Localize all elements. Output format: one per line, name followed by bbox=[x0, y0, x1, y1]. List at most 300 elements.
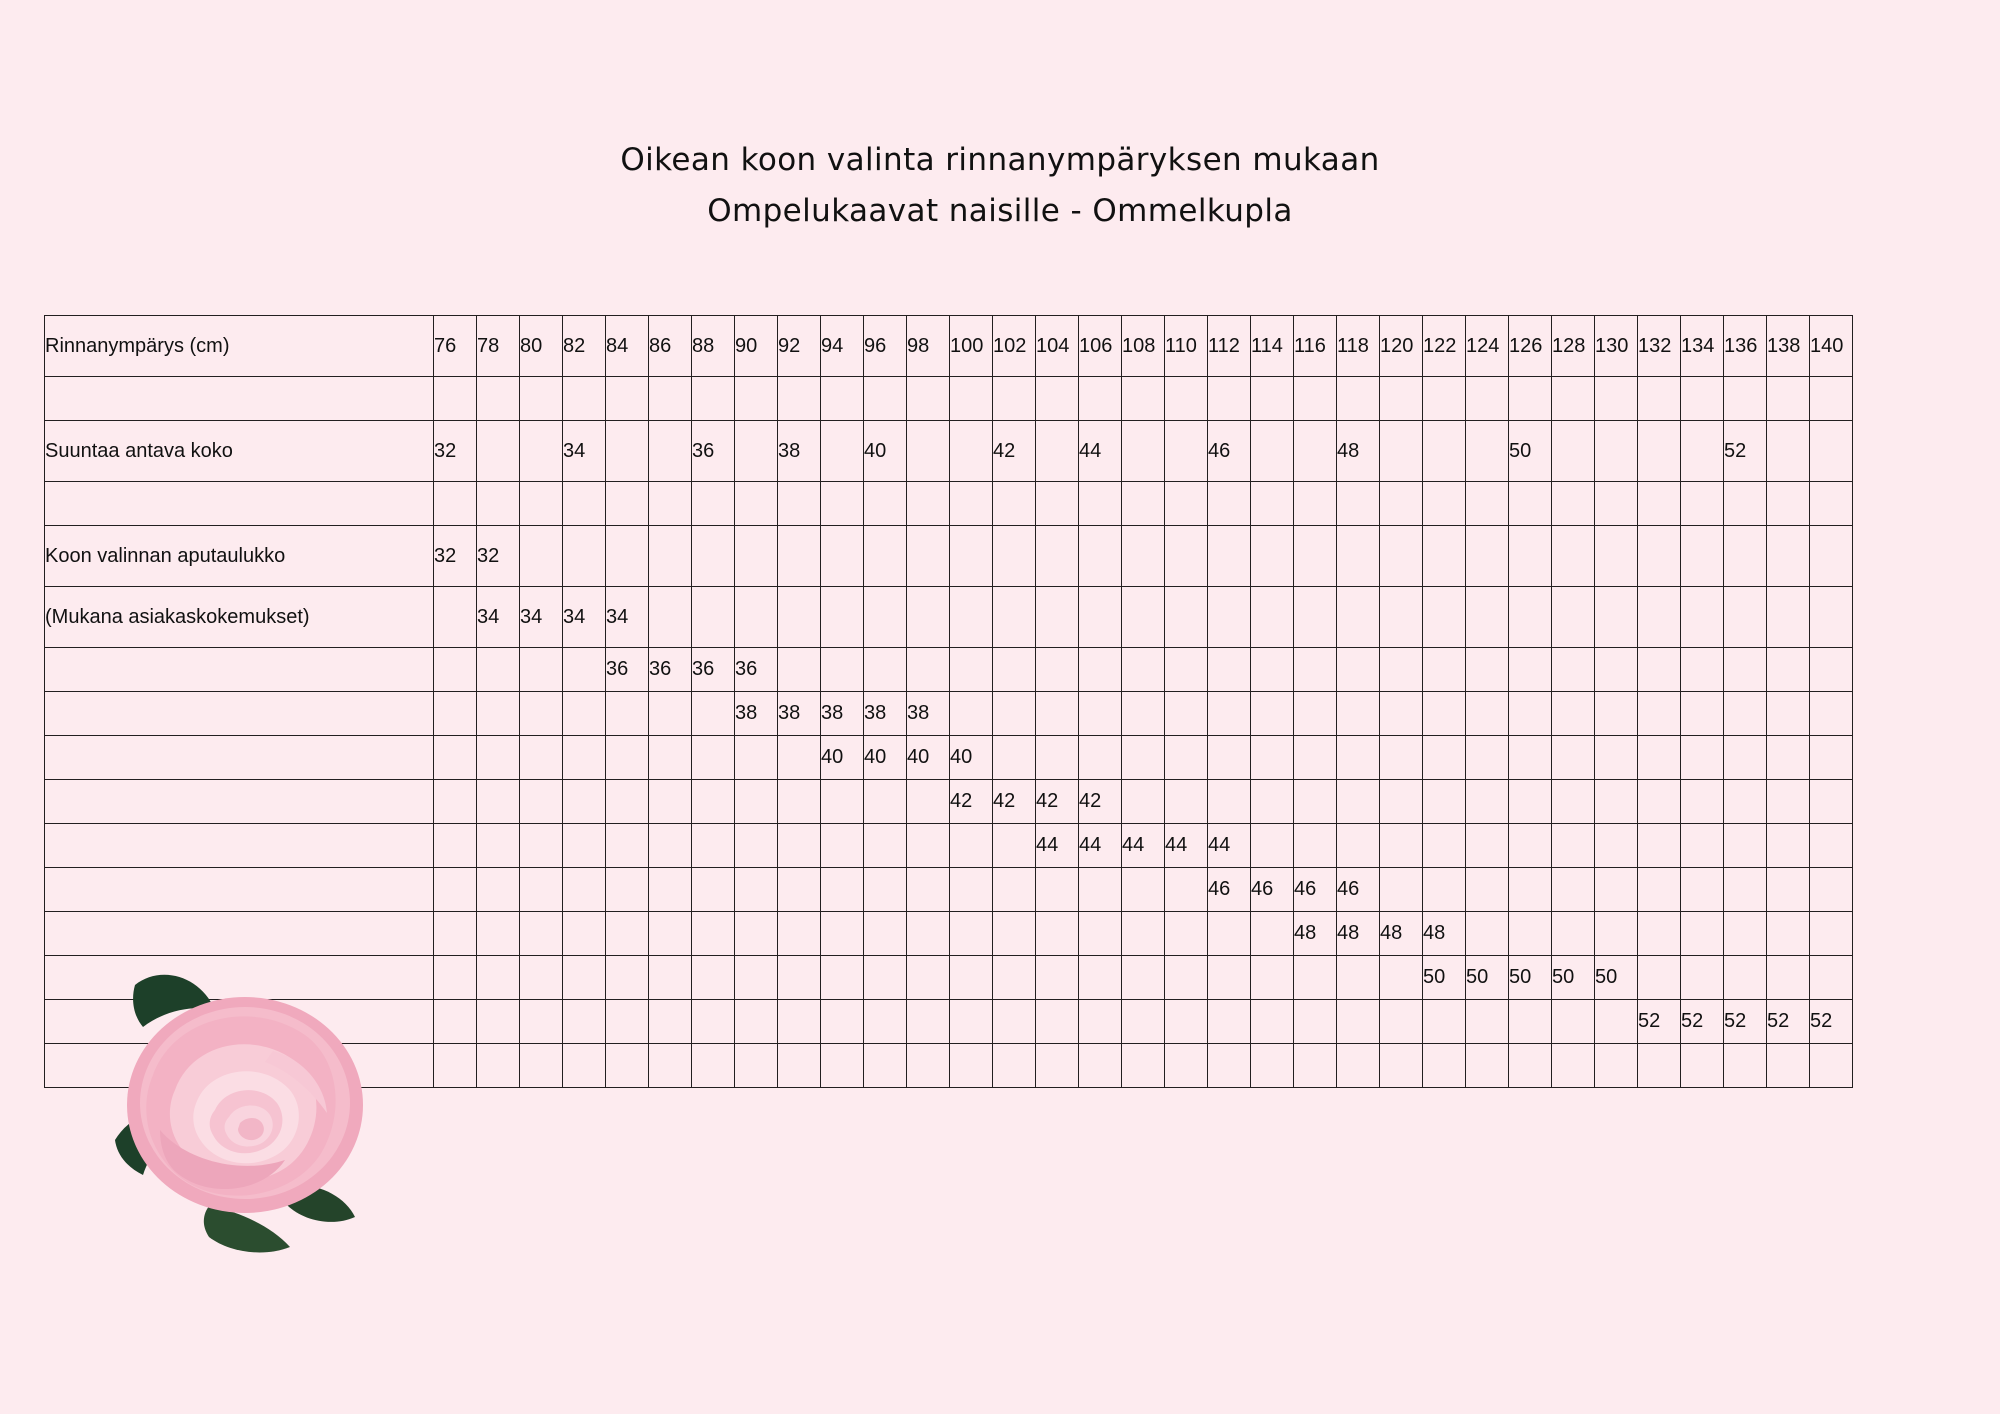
table-cell bbox=[1423, 587, 1466, 648]
table-cell bbox=[563, 736, 606, 780]
table-cell bbox=[1251, 956, 1294, 1000]
column-header-cell: 116 bbox=[1294, 316, 1337, 377]
table-cell: 48 bbox=[1294, 912, 1337, 956]
table-cell bbox=[1165, 692, 1208, 736]
table-cell bbox=[1165, 526, 1208, 587]
table-cell bbox=[1552, 377, 1595, 421]
table-cell bbox=[1638, 692, 1681, 736]
table-cell bbox=[477, 780, 520, 824]
table-cell bbox=[520, 912, 563, 956]
table-cell bbox=[907, 912, 950, 956]
table-cell bbox=[649, 956, 692, 1000]
size-chart-table bbox=[44, 315, 1853, 1088]
table-cell bbox=[1122, 868, 1165, 912]
table-cell bbox=[1724, 780, 1767, 824]
column-header-cell: 94 bbox=[821, 316, 864, 377]
table-cell bbox=[1036, 956, 1079, 1000]
table-cell bbox=[1208, 912, 1251, 956]
table-cell bbox=[1509, 736, 1552, 780]
table-cell bbox=[1165, 482, 1208, 526]
table-cell bbox=[477, 824, 520, 868]
table-cell bbox=[993, 377, 1036, 421]
row-label: Rinnanympärys (cm) bbox=[45, 316, 434, 377]
table-cell bbox=[1079, 956, 1122, 1000]
table-cell bbox=[864, 1000, 907, 1044]
table-cell bbox=[1251, 736, 1294, 780]
table-cell bbox=[1595, 377, 1638, 421]
table-cell: 36 bbox=[735, 648, 778, 692]
row-label: Koon valinnan aputaulukko bbox=[45, 526, 434, 587]
table-cell bbox=[477, 912, 520, 956]
table-cell bbox=[1079, 648, 1122, 692]
table-cell: 40 bbox=[821, 736, 864, 780]
row-label bbox=[45, 1000, 434, 1044]
table-cell bbox=[649, 421, 692, 482]
table-cell bbox=[1724, 956, 1767, 1000]
table-cell bbox=[1509, 526, 1552, 587]
table-cell bbox=[1638, 648, 1681, 692]
table-cell bbox=[1466, 824, 1509, 868]
table-cell bbox=[950, 956, 993, 1000]
table-cell bbox=[1251, 692, 1294, 736]
table-cell bbox=[1681, 956, 1724, 1000]
table-cell bbox=[563, 956, 606, 1000]
table-cell: 52 bbox=[1767, 1000, 1810, 1044]
table-cell bbox=[1337, 377, 1380, 421]
table-cell bbox=[1294, 736, 1337, 780]
table-cell bbox=[907, 956, 950, 1000]
table-cell bbox=[1595, 648, 1638, 692]
table-cell bbox=[1036, 1044, 1079, 1088]
table-cell bbox=[778, 587, 821, 648]
column-header-cell: 110 bbox=[1165, 316, 1208, 377]
table-row bbox=[45, 824, 1853, 868]
table-cell: 42 bbox=[1036, 780, 1079, 824]
table-cell bbox=[864, 868, 907, 912]
table-cell bbox=[1122, 587, 1165, 648]
column-header-cell: 82 bbox=[563, 316, 606, 377]
table-cell bbox=[864, 377, 907, 421]
table-cell bbox=[1165, 377, 1208, 421]
table-cell bbox=[1079, 868, 1122, 912]
table-cell bbox=[520, 956, 563, 1000]
table-cell bbox=[950, 648, 993, 692]
table-cell bbox=[950, 824, 993, 868]
table-cell bbox=[1294, 587, 1337, 648]
table-cell: 38 bbox=[907, 692, 950, 736]
table-cell bbox=[1208, 780, 1251, 824]
table-cell bbox=[778, 1044, 821, 1088]
table-cell bbox=[778, 377, 821, 421]
table-cell bbox=[477, 377, 520, 421]
table-cell bbox=[477, 421, 520, 482]
table-cell bbox=[1810, 1044, 1853, 1088]
table-cell bbox=[1767, 1044, 1810, 1088]
table-cell bbox=[1466, 421, 1509, 482]
table-cell bbox=[1681, 868, 1724, 912]
table-cell bbox=[520, 1044, 563, 1088]
row-label bbox=[45, 780, 434, 824]
table-cell bbox=[477, 648, 520, 692]
table-row bbox=[45, 868, 1853, 912]
table-cell bbox=[1638, 736, 1681, 780]
table-cell bbox=[1251, 912, 1294, 956]
size-chart-table-wrap bbox=[44, 315, 1853, 1088]
table-cell bbox=[649, 377, 692, 421]
table-cell bbox=[1681, 1044, 1724, 1088]
table-cell bbox=[993, 648, 1036, 692]
table-cell bbox=[735, 956, 778, 1000]
table-cell bbox=[821, 587, 864, 648]
table-cell bbox=[1337, 824, 1380, 868]
column-header-cell: 104 bbox=[1036, 316, 1079, 377]
table-cell: 36 bbox=[606, 648, 649, 692]
table-cell bbox=[778, 780, 821, 824]
table-cell bbox=[477, 868, 520, 912]
table-cell bbox=[1294, 482, 1337, 526]
table-cell bbox=[1810, 736, 1853, 780]
table-cell bbox=[477, 692, 520, 736]
table-cell bbox=[778, 482, 821, 526]
table-cell bbox=[1466, 526, 1509, 587]
table-cell: 42 bbox=[993, 780, 1036, 824]
table-cell bbox=[1294, 648, 1337, 692]
table-cell bbox=[1423, 377, 1466, 421]
table-cell: 34 bbox=[606, 587, 649, 648]
table-cell: 36 bbox=[692, 648, 735, 692]
table-cell: 40 bbox=[864, 421, 907, 482]
table-cell bbox=[1208, 482, 1251, 526]
table-cell bbox=[1208, 736, 1251, 780]
table-cell bbox=[477, 1000, 520, 1044]
row-label bbox=[45, 956, 434, 1000]
table-cell bbox=[1595, 421, 1638, 482]
table-cell bbox=[1638, 1044, 1681, 1088]
table-cell bbox=[1681, 421, 1724, 482]
table-cell bbox=[649, 868, 692, 912]
table-cell bbox=[1423, 692, 1466, 736]
table-cell bbox=[1251, 780, 1294, 824]
column-header-cell: 108 bbox=[1122, 316, 1165, 377]
table-cell bbox=[434, 1044, 477, 1088]
table-cell bbox=[1767, 912, 1810, 956]
table-cell bbox=[1638, 482, 1681, 526]
table-cell bbox=[1552, 587, 1595, 648]
table-cell bbox=[1294, 421, 1337, 482]
table-cell bbox=[950, 1044, 993, 1088]
table-cell bbox=[1552, 824, 1595, 868]
table-cell bbox=[907, 482, 950, 526]
table-cell bbox=[1337, 1044, 1380, 1088]
table-cell bbox=[563, 912, 606, 956]
table-cell bbox=[950, 526, 993, 587]
table-cell bbox=[1724, 1044, 1767, 1088]
table-cell bbox=[606, 780, 649, 824]
table-cell bbox=[1122, 526, 1165, 587]
table-cell bbox=[950, 912, 993, 956]
table-cell: 52 bbox=[1681, 1000, 1724, 1044]
table-cell bbox=[606, 692, 649, 736]
table-cell bbox=[950, 692, 993, 736]
table-cell bbox=[1251, 1000, 1294, 1044]
row-label bbox=[45, 912, 434, 956]
table-cell bbox=[1380, 780, 1423, 824]
table-cell bbox=[1337, 526, 1380, 587]
table-cell: 34 bbox=[563, 587, 606, 648]
table-cell bbox=[1595, 587, 1638, 648]
table-cell bbox=[1036, 526, 1079, 587]
table-cell bbox=[950, 868, 993, 912]
table-cell bbox=[1079, 587, 1122, 648]
table-cell bbox=[1681, 482, 1724, 526]
table-cell bbox=[821, 421, 864, 482]
table-cell bbox=[1251, 587, 1294, 648]
column-header-cell: 134 bbox=[1681, 316, 1724, 377]
table-cell bbox=[692, 692, 735, 736]
table-cell bbox=[907, 868, 950, 912]
table-cell bbox=[649, 1044, 692, 1088]
table-cell bbox=[1079, 736, 1122, 780]
table-cell bbox=[1380, 1000, 1423, 1044]
table-cell bbox=[1595, 824, 1638, 868]
table-cell bbox=[1294, 780, 1337, 824]
table-cell bbox=[1638, 587, 1681, 648]
table-cell bbox=[778, 526, 821, 587]
table-cell bbox=[1810, 780, 1853, 824]
table-cell bbox=[1810, 377, 1853, 421]
table-cell bbox=[950, 1000, 993, 1044]
table-cell bbox=[864, 956, 907, 1000]
table-cell bbox=[993, 824, 1036, 868]
table-cell bbox=[649, 824, 692, 868]
table-cell bbox=[907, 1044, 950, 1088]
table-cell bbox=[1036, 868, 1079, 912]
table-cell bbox=[1294, 824, 1337, 868]
table-cell bbox=[1380, 692, 1423, 736]
table-cell bbox=[778, 1000, 821, 1044]
table-cell bbox=[1165, 912, 1208, 956]
column-header-cell: 122 bbox=[1423, 316, 1466, 377]
table-cell bbox=[1595, 1044, 1638, 1088]
table-row bbox=[45, 648, 1853, 692]
table-cell bbox=[1595, 736, 1638, 780]
table-cell bbox=[434, 780, 477, 824]
table-cell bbox=[1552, 526, 1595, 587]
table-cell bbox=[1724, 587, 1767, 648]
table-cell bbox=[1036, 421, 1079, 482]
table-cell bbox=[1165, 780, 1208, 824]
table-cell bbox=[1036, 587, 1079, 648]
table-cell bbox=[1509, 824, 1552, 868]
table-cell bbox=[950, 421, 993, 482]
table-cell bbox=[1638, 526, 1681, 587]
row-label bbox=[45, 482, 434, 526]
table-cell bbox=[434, 736, 477, 780]
table-row bbox=[45, 421, 1853, 482]
table-cell bbox=[1251, 1044, 1294, 1088]
table-cell bbox=[864, 526, 907, 587]
table-cell bbox=[735, 421, 778, 482]
table-cell bbox=[692, 912, 735, 956]
table-row bbox=[45, 1000, 1853, 1044]
table-cell: 52 bbox=[1724, 1000, 1767, 1044]
table-cell bbox=[1380, 736, 1423, 780]
table-cell bbox=[1337, 587, 1380, 648]
table-cell bbox=[1509, 912, 1552, 956]
table-cell bbox=[1810, 912, 1853, 956]
table-cell bbox=[563, 377, 606, 421]
table-cell bbox=[1079, 526, 1122, 587]
table-cell bbox=[606, 377, 649, 421]
table-cell bbox=[520, 648, 563, 692]
table-cell bbox=[692, 377, 735, 421]
table-cell bbox=[692, 780, 735, 824]
column-header-cell: 126 bbox=[1509, 316, 1552, 377]
table-cell bbox=[477, 1044, 520, 1088]
table-cell: 46 bbox=[1337, 868, 1380, 912]
table-cell bbox=[692, 868, 735, 912]
table-row bbox=[45, 912, 1853, 956]
table-cell bbox=[1208, 956, 1251, 1000]
table-cell bbox=[606, 912, 649, 956]
column-header-cell: 102 bbox=[993, 316, 1036, 377]
table-cell bbox=[735, 482, 778, 526]
table-cell bbox=[563, 692, 606, 736]
table-cell bbox=[1337, 956, 1380, 1000]
table-cell bbox=[993, 1044, 1036, 1088]
column-header-cell: 80 bbox=[520, 316, 563, 377]
table-cell bbox=[434, 912, 477, 956]
table-cell bbox=[563, 526, 606, 587]
table-cell bbox=[1767, 692, 1810, 736]
table-cell bbox=[692, 526, 735, 587]
column-header-cell: 86 bbox=[649, 316, 692, 377]
table-cell bbox=[993, 912, 1036, 956]
table-cell bbox=[1294, 1000, 1337, 1044]
table-cell bbox=[434, 692, 477, 736]
table-cell bbox=[1509, 868, 1552, 912]
table-cell bbox=[864, 482, 907, 526]
table-cell: 52 bbox=[1810, 1000, 1853, 1044]
table-cell bbox=[1165, 421, 1208, 482]
table-cell bbox=[1337, 736, 1380, 780]
table-cell bbox=[864, 1044, 907, 1088]
table-cell bbox=[778, 912, 821, 956]
table-cell bbox=[821, 377, 864, 421]
table-cell bbox=[1638, 421, 1681, 482]
table-cell bbox=[606, 868, 649, 912]
table-cell bbox=[692, 956, 735, 1000]
table-cell bbox=[735, 868, 778, 912]
table-cell bbox=[606, 482, 649, 526]
table-cell bbox=[606, 736, 649, 780]
table-cell bbox=[1122, 780, 1165, 824]
table-cell bbox=[735, 587, 778, 648]
table-cell: 38 bbox=[735, 692, 778, 736]
table-cell bbox=[1552, 736, 1595, 780]
table-cell bbox=[864, 587, 907, 648]
table-cell bbox=[864, 824, 907, 868]
table-cell bbox=[1165, 1000, 1208, 1044]
table-cell bbox=[1810, 648, 1853, 692]
table-cell bbox=[1337, 780, 1380, 824]
table-cell bbox=[1423, 824, 1466, 868]
table-cell bbox=[1552, 692, 1595, 736]
table-cell: 40 bbox=[907, 736, 950, 780]
column-header-cell: 132 bbox=[1638, 316, 1681, 377]
table-cell bbox=[993, 692, 1036, 736]
table-cell bbox=[1767, 482, 1810, 526]
table-cell: 50 bbox=[1509, 956, 1552, 1000]
table-cell bbox=[563, 868, 606, 912]
table-cell bbox=[1767, 377, 1810, 421]
table-cell bbox=[1767, 587, 1810, 648]
row-label: (Mukana asiakaskokemukset) bbox=[45, 587, 434, 648]
table-cell bbox=[993, 587, 1036, 648]
column-header-cell: 88 bbox=[692, 316, 735, 377]
table-cell bbox=[1122, 912, 1165, 956]
table-cell bbox=[993, 868, 1036, 912]
table-cell bbox=[1036, 648, 1079, 692]
table-cell bbox=[520, 482, 563, 526]
table-cell bbox=[692, 1044, 735, 1088]
table-cell bbox=[907, 421, 950, 482]
table-cell bbox=[1638, 868, 1681, 912]
table-cell bbox=[1036, 1000, 1079, 1044]
table-cell bbox=[1595, 780, 1638, 824]
table-cell bbox=[821, 1044, 864, 1088]
table-cell: 52 bbox=[1724, 421, 1767, 482]
table-cell bbox=[477, 956, 520, 1000]
table-cell bbox=[993, 526, 1036, 587]
table-cell bbox=[1466, 377, 1509, 421]
table-cell bbox=[1380, 421, 1423, 482]
table-cell: 50 bbox=[1509, 421, 1552, 482]
table-cell bbox=[1638, 956, 1681, 1000]
table-cell bbox=[1767, 736, 1810, 780]
table-cell bbox=[1079, 1044, 1122, 1088]
table-cell bbox=[1337, 648, 1380, 692]
table-cell bbox=[1724, 692, 1767, 736]
table-cell bbox=[1466, 1000, 1509, 1044]
table-cell: 32 bbox=[434, 526, 477, 587]
table-cell bbox=[1036, 736, 1079, 780]
title-line-1: Oikean koon valinta rinnanympäryksen mukaan bbox=[620, 142, 1380, 178]
table-cell bbox=[1810, 526, 1853, 587]
table-cell bbox=[649, 692, 692, 736]
table-cell bbox=[1165, 587, 1208, 648]
table-cell bbox=[1552, 482, 1595, 526]
table-cell: 32 bbox=[477, 526, 520, 587]
table-cell bbox=[1767, 526, 1810, 587]
table-cell bbox=[1294, 956, 1337, 1000]
column-header-cell: 92 bbox=[778, 316, 821, 377]
table-cell: 50 bbox=[1552, 956, 1595, 1000]
table-cell bbox=[1122, 692, 1165, 736]
table-cell: 50 bbox=[1423, 956, 1466, 1000]
table-cell bbox=[563, 1044, 606, 1088]
table-cell: 34 bbox=[477, 587, 520, 648]
table-cell bbox=[1251, 824, 1294, 868]
table-cell bbox=[1294, 377, 1337, 421]
table-cell bbox=[1122, 956, 1165, 1000]
table-cell bbox=[1595, 1000, 1638, 1044]
table-cell bbox=[821, 912, 864, 956]
table-cell bbox=[1423, 868, 1466, 912]
table-cell bbox=[1337, 692, 1380, 736]
table-cell bbox=[1380, 824, 1423, 868]
table-cell bbox=[1681, 692, 1724, 736]
